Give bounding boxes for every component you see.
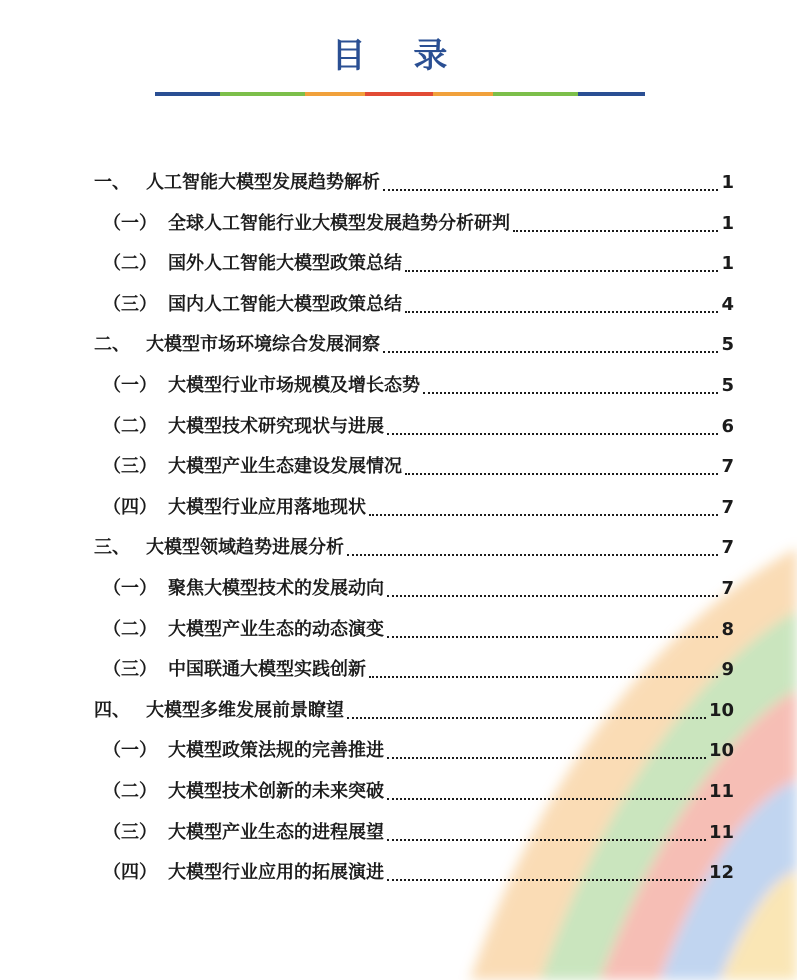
toc-entry-number: （二） xyxy=(103,253,157,275)
toc-entry-title: 大模型产业生态的进程展望 xyxy=(168,821,384,843)
page-title: 目 录 xyxy=(331,36,466,76)
toc-entry-page-number: 1 xyxy=(721,212,734,234)
toc-entry-title: 国外人工智能大模型政策总结 xyxy=(168,253,402,275)
toc-entry-page-number: 1 xyxy=(721,172,734,193)
toc-section-entry[interactable] xyxy=(103,777,734,807)
toc-section-entry[interactable] xyxy=(103,615,734,645)
toc-entry-title: 大模型产业生态建设发展情况 xyxy=(168,456,402,478)
toc-section-entry[interactable] xyxy=(103,574,734,604)
toc-entry-title: 大模型行业市场规模及增长态势 xyxy=(168,375,420,396)
toc-dot-leader xyxy=(387,879,706,881)
toc-dot-leader xyxy=(387,595,718,597)
toc-entry-page-number: 11 xyxy=(708,821,734,843)
toc-section-entry[interactable] xyxy=(103,249,734,279)
toc-entry-page-number: 12 xyxy=(708,862,734,884)
toc-section-entry[interactable] xyxy=(103,818,734,848)
toc-dot-leader xyxy=(369,514,718,516)
toc-entry-number: （三） xyxy=(103,456,157,478)
toc-chapter-entry[interactable] xyxy=(94,696,734,726)
toc-section-entry[interactable] xyxy=(103,655,734,685)
toc-entry-title: 大模型市场环境综合发展洞察 xyxy=(146,334,380,356)
toc-entry-title: 聚焦大模型技术的发展动向 xyxy=(168,578,384,599)
toc-entry-title: 大模型行业应用落地现状 xyxy=(168,496,366,518)
toc-section-entry[interactable] xyxy=(103,290,734,320)
toc-entry-number: （四） xyxy=(103,496,157,518)
toc-entry-number: （三） xyxy=(103,293,157,315)
toc-dot-leader xyxy=(387,757,706,759)
toc-dot-leader xyxy=(387,433,718,435)
toc-entry-number: （二） xyxy=(103,415,157,437)
toc-entry-page-number: 7 xyxy=(721,537,734,559)
toc-dot-leader xyxy=(387,839,706,841)
toc-entry-number: （二） xyxy=(103,781,157,802)
toc-entry-page-number: 7 xyxy=(721,496,734,518)
toc-dot-leader xyxy=(383,351,718,353)
toc-entry-number: 二、 xyxy=(94,334,130,356)
toc-entry-number: （一） xyxy=(103,375,157,396)
toc-entry-number: （一） xyxy=(103,212,157,234)
toc-entry-page-number: 7 xyxy=(721,578,734,599)
toc-dot-leader xyxy=(405,473,718,475)
toc-entry-title: 大模型技术创新的未来突破 xyxy=(168,781,384,802)
toc-entry-page-number: 8 xyxy=(721,618,734,640)
toc-entry-number: （四） xyxy=(103,862,157,884)
toc-chapter-entry[interactable] xyxy=(94,330,734,360)
toc-entry-page-number: 6 xyxy=(721,415,734,437)
toc-entry-title: 人工智能大模型发展趋势解析 xyxy=(146,172,380,193)
toc-section-entry[interactable] xyxy=(103,412,734,442)
toc-entry-number: 一、 xyxy=(94,172,130,193)
toc-entry-page-number: 11 xyxy=(708,781,734,802)
toc-entry-title: 大模型产业生态的动态演变 xyxy=(168,618,384,640)
toc-entry-page-number: 4 xyxy=(721,293,734,315)
toc-section-entry[interactable] xyxy=(103,209,734,239)
toc-entry-title: 大模型多维发展前景瞭望 xyxy=(146,699,344,721)
toc-entry-page-number: 9 xyxy=(721,659,734,681)
toc-entry-title: 大模型领域趋势进展分析 xyxy=(146,537,344,559)
toc-entry-title: 大模型行业应用的拓展演进 xyxy=(168,862,384,884)
toc-entry-number: （三） xyxy=(103,821,157,843)
toc-entry-number: 四、 xyxy=(94,699,130,721)
toc-entry-number: （二） xyxy=(103,618,157,640)
toc-entry-title: 国内人工智能大模型政策总结 xyxy=(168,293,402,315)
toc-entry-title: 大模型政策法规的完善推进 xyxy=(168,740,384,762)
toc-entry-number: （一） xyxy=(103,740,157,762)
toc-entry-number: （一） xyxy=(103,578,157,599)
toc-dot-leader xyxy=(405,311,718,313)
toc-dot-leader xyxy=(383,189,718,191)
toc-entry-page-number: 10 xyxy=(708,740,734,762)
toc-section-entry[interactable] xyxy=(103,493,734,523)
toc-dot-leader xyxy=(387,798,706,800)
toc-section-entry[interactable] xyxy=(103,736,734,766)
toc-section-entry[interactable] xyxy=(103,452,734,482)
toc-entry-page-number: 5 xyxy=(721,334,734,356)
toc-dot-leader xyxy=(387,636,718,638)
toc-section-entry[interactable] xyxy=(103,371,734,401)
toc-entry-page-number: 5 xyxy=(721,375,734,396)
toc-entry-page-number: 1 xyxy=(721,253,734,275)
toc-section-entry[interactable] xyxy=(103,858,734,888)
toc-dot-leader xyxy=(405,270,718,272)
toc-dot-leader xyxy=(423,392,718,394)
toc-chapter-entry[interactable] xyxy=(94,168,734,198)
toc-dot-leader xyxy=(347,554,718,556)
toc-entry-title: 大模型技术研究现状与进展 xyxy=(168,415,384,437)
toc-dot-leader xyxy=(347,717,706,719)
toc-entry-title: 全球人工智能行业大模型发展趋势分析研判 xyxy=(168,212,510,234)
toc-chapter-entry[interactable] xyxy=(94,533,734,563)
toc-dot-leader xyxy=(513,230,718,232)
toc-entry-page-number: 10 xyxy=(708,699,734,721)
toc-entry-number: 三、 xyxy=(94,537,130,559)
toc-entry-title: 中国联通大模型实践创新 xyxy=(168,659,366,681)
toc-entry-number: （三） xyxy=(103,659,157,681)
toc-dot-leader xyxy=(369,676,718,678)
toc-entry-page-number: 7 xyxy=(721,456,734,478)
